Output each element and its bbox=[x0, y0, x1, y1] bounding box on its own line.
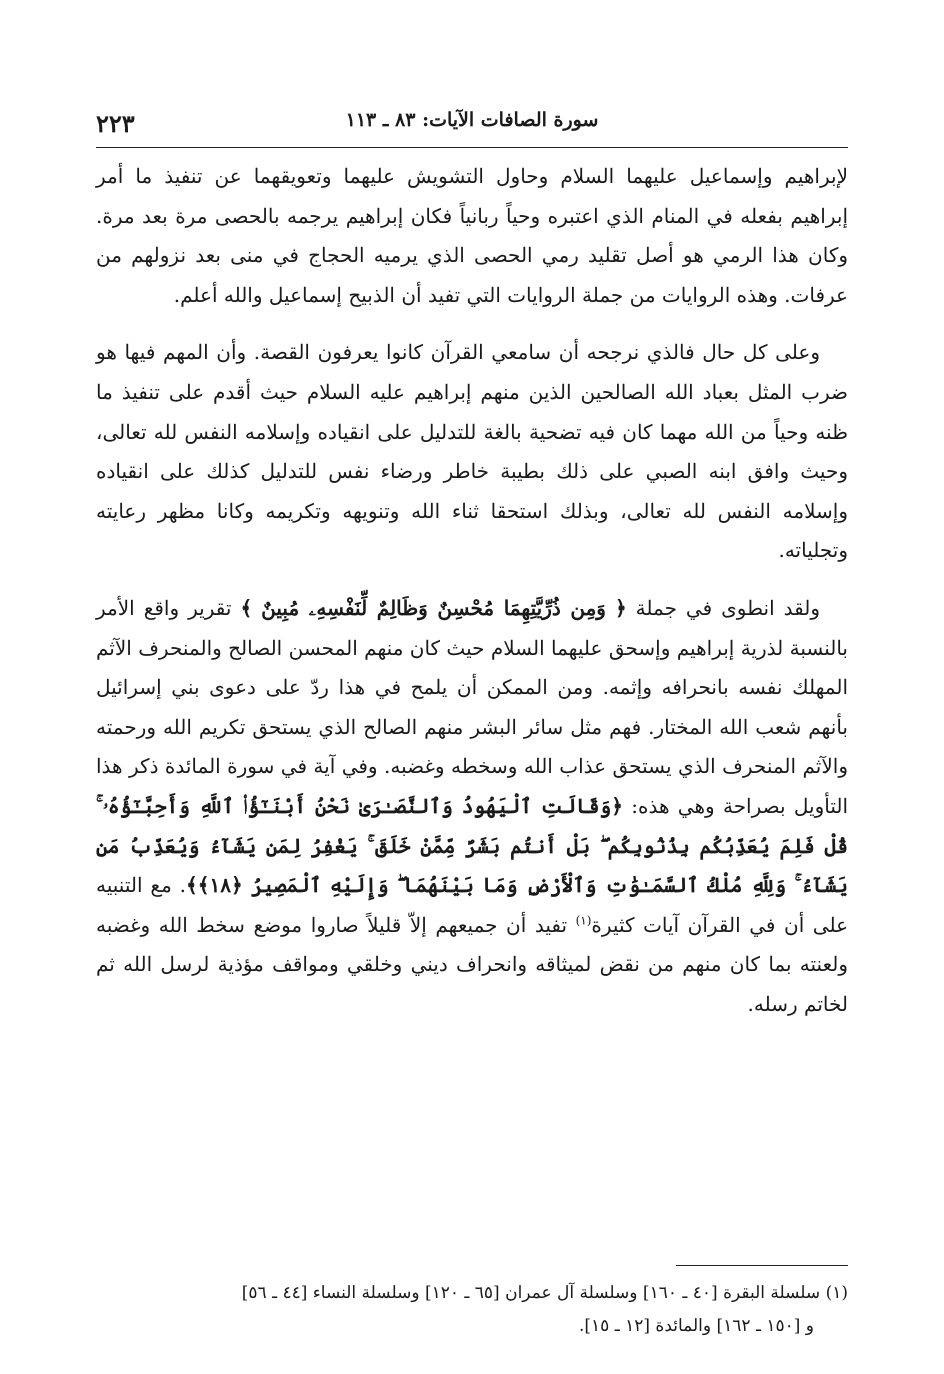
body-text bbox=[96, 157, 848, 1042]
book-page bbox=[96, 105, 848, 1345]
quran-open-bracket-2: ﴿ bbox=[611, 793, 623, 818]
paragraph-2: وعلى كل حال فالذي نرجحه أن سامعي القرآن كانوا يعرفون القصة. وأن المهم فيها هو ضرب المثل بعباد الله الصالحين الذين منهم إبراهيم عليه السلام حيث أقدم على تنفيذ ما ظنه وحياً من الله مهما كان فيه تضحية بالغة للتدليل على انقياده وإسلامه النفس لله تعالى، وحيث وافق ابنه الصبي على ذلك بطيبة خاطر ورضاء نفس للتدليل كذلك على انقياده وإسلامه النفس لله تعالى، وبذلك استحقا ثناء الله وتنويهه وتكريمه وكانا مظهر رعايته وتجلياته. bbox=[96, 340, 849, 563]
quran-close-bracket-2: ﴾ bbox=[186, 873, 198, 898]
quran-verse-1: وَمِن ذُرِّيَّتِهِمَا مُحْسِنٌ وَظَالِمٌ لِّنَفْسِهِۦ مُبِينٌ bbox=[261, 595, 606, 620]
footnote bbox=[96, 1277, 848, 1343]
quran-verse-2: وَقَالَتِ ٱلْيَهُودُ وَٱلنَّصَـٰرَىٰ نَحْنُ أَبْنَـٰٓؤُا۟ ٱللَّهِ وَأَحِبَّـٰٓؤُهُۥ ۚ قُلْ فَلِمَ يُعَذِّبُكُم بِذُنُوبِكُم ۖ بَلْ أَنتُم بَشَرٌ مِّمَّنْ خَلَقَ ۚ يَغْفِرُ لِمَن يَشَآءُ وَيُعَذِّبُ مَن يَشَآءُ ۚ وَلِلَّهِ مُلْكُ ٱلسَّمَـٰوَٰتِ وَٱلْأَرْضِ وَمَا بَيْنَهُمَا ۖ وَإِلَيْهِ ٱلْمَصِيرُ ﴿١٨﴾ bbox=[96, 793, 848, 898]
paragraph-3-end: تفيد أن جميعهم إلاّ قليلاً صاروا موضع سخط الله وغضبه ولعنته بما كان منهم من نقض لميثاقه وانحراف ديني وخلقي ومواقف مؤذية لرسل الله ثم لخاتم رسله. bbox=[96, 912, 848, 1016]
page-number: ٢٢٣ bbox=[96, 109, 135, 138]
paragraph-3-intro: ولقد انطوى في جملة bbox=[635, 595, 821, 620]
paragraph-3 bbox=[96, 589, 848, 1025]
paragraph-1: لإبراهيم وإسماعيل عليهما السلام وحاول التشويش عليهما وتعويقهما عن تنفيذ ما أمر إبراهيم بفعله في المنام الذي اعتبره وحياً ربانياً فكان إبراهيم يرجمه بالحصى مرة بعد مرة. وكان هذا الرمي هو أصل تقليد رمي الحصى الذي يرميه الحجاج في منى بعد نزولهم من عرفات. وهذه الروايات من جملة الروايات التي تفيد أن الذبيح إسماعيل والله أعلم. bbox=[96, 164, 848, 307]
footnote-rule bbox=[676, 1265, 848, 1266]
header-rule bbox=[96, 147, 848, 148]
footnote-line-2: و [١٥٠ ـ ١٦٢] والمائدة [١٢ ـ ١٥]. bbox=[579, 1316, 814, 1336]
paragraph-3-middle: تقرير واقع الأمر بالنسبة لذرية إبراهيم وإسحق عليهما السلام حيث كان منهم المحسن الصالح والمنحرف الآثم المهلك نفسه بانحرافه وإثمه. ومن الممكن أن يلمح في هذا ردّ على دعوى بني إسرائيل بأنهم شعب الله المختار. فهم مثل سائر البشر منهم الصالح الذي يستحق تكريم الله ورحمته والآثم المنحرف الذي يستحق عذاب الله وسخطه وغضبه. وفي آية في سورة المائدة ذكر هذا التأويل بصراحة وهي هذه: bbox=[96, 595, 849, 818]
quran-open-bracket: ﴿ bbox=[614, 595, 627, 620]
quran-close-bracket: ﴾ bbox=[240, 595, 253, 620]
footnote-line-1: (١) سلسلة البقرة [٤٠ ـ ١٦٠] وسلسلة آل عمران [٦٥ ـ ١٢٠] وسلسلة النساء [٤٤ ـ ٥٦] bbox=[241, 1283, 848, 1303]
page-header bbox=[96, 105, 848, 141]
running-title: سورة الصافات الآيات: ٨٣ ـ ١١٣ bbox=[345, 109, 599, 131]
paragraph-3-after-verse: . مع التنبيه على أن في القرآن آيات كثيرة bbox=[96, 873, 849, 937]
footnote-reference: (١) bbox=[575, 913, 592, 928]
